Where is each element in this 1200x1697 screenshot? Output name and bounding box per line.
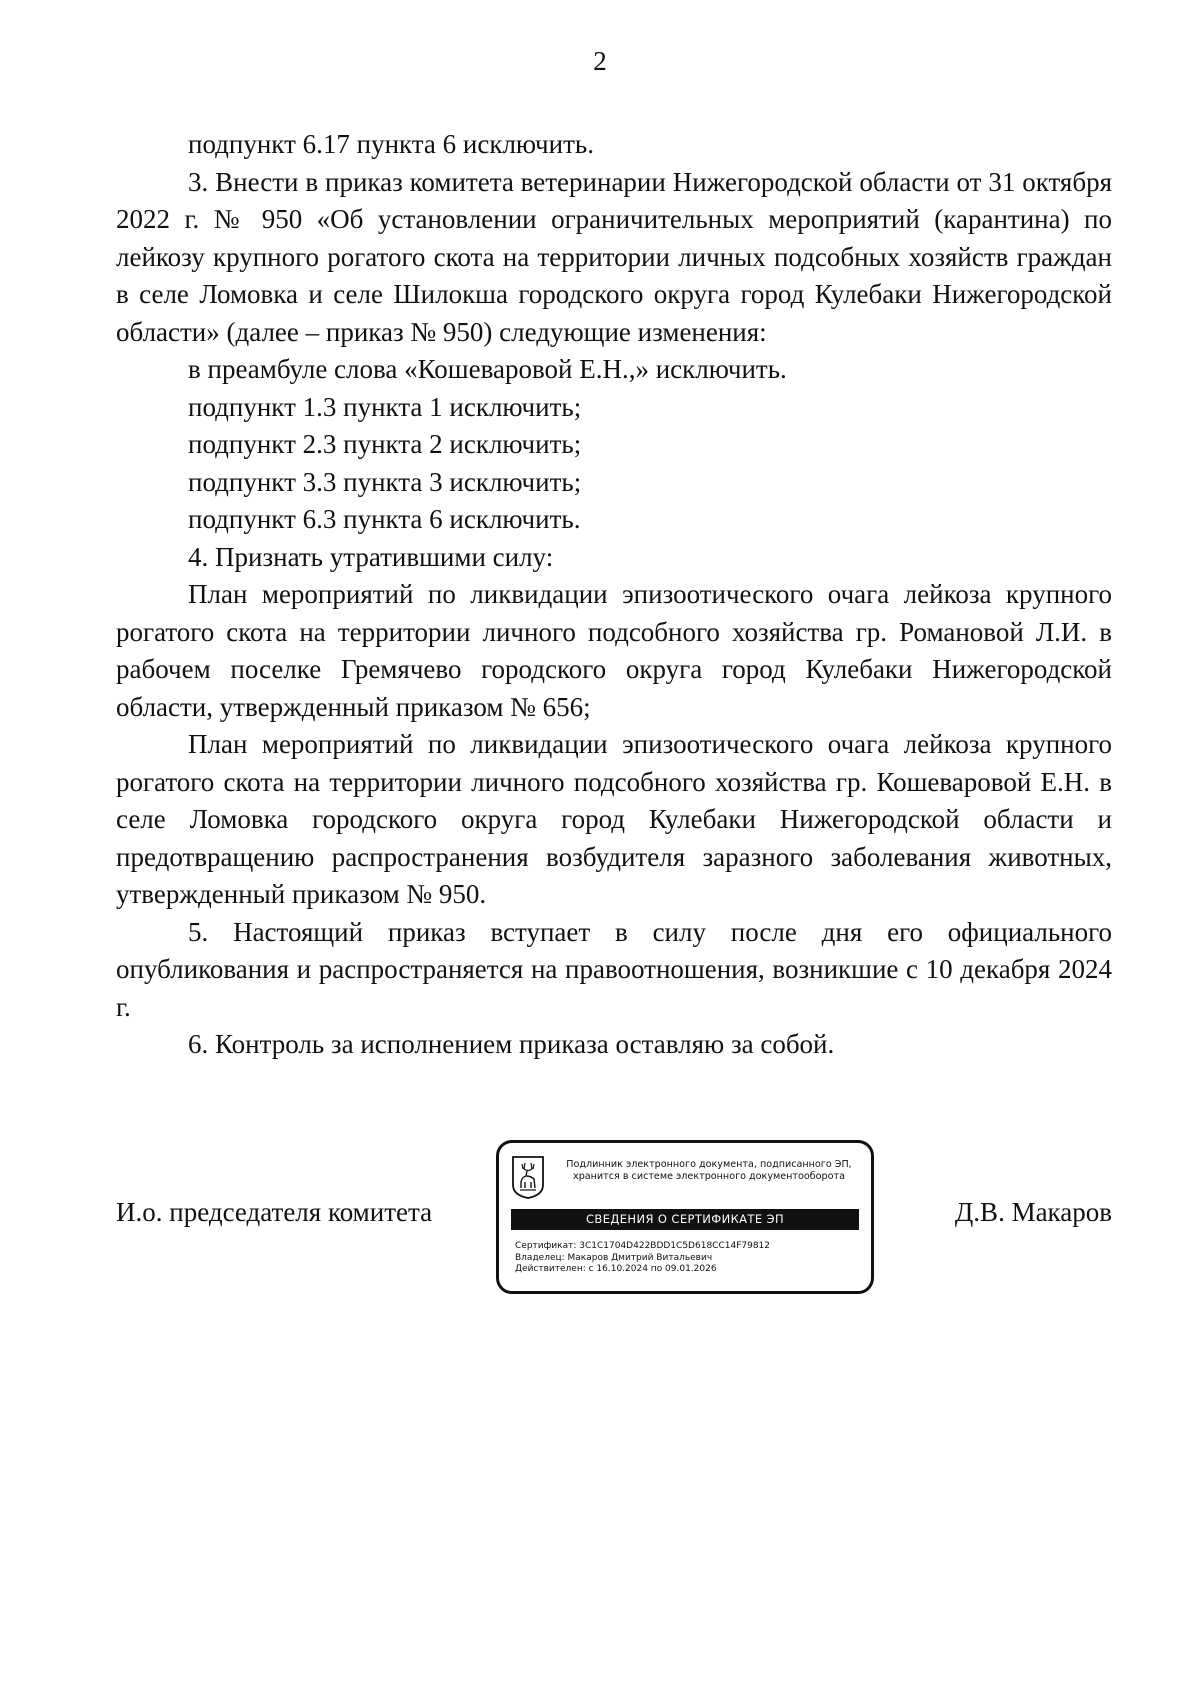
paragraph-1: подпункт 6.17 пункта 6 исключить.	[188, 129, 594, 159]
paragraph-8: 4. Признать утратившими силу:	[188, 541, 554, 572]
stamp-certificate: Сертификат: 3C1C1704D422BDD1C5D618CC14F79812	[515, 1241, 770, 1251]
paragraph-7: подпункт 6.3 пункта 6 исключить.	[188, 504, 581, 534]
stamp-owner: Владелец: Макаров Дмитрий Витальевич	[515, 1252, 713, 1263]
paragraph-4: подпункт 1.3 пункта 1 исключить;	[188, 391, 582, 422]
page-number: 2	[593, 46, 607, 76]
stamp-header-line-2: хранится в системе электронного документооборота	[573, 1171, 845, 1182]
stamp-header-line-1: Подлинник электронного документа, подписанного ЭП,	[566, 1159, 852, 1170]
paragraph-2: 3. Внести в приказ комитета ветеринарии Нижегородской области от 31 октября 2022 г. № 950 «Об установлении ограничительных мероприятий (карантина) по лейкозу крупного рогатого скота на территории личных подсобных хозяйств граждан в селе Ломовка и селе Шилокша городского округа город Кулебаки Нижегородской области» (далее – приказ № 950) следующие изменения:	[116, 166, 1112, 347]
paragraph-9: План мероприятий по ликвидации эпизоотического очага лейкоза крупного рогатого скота на территории личного подсобного хозяйства гр. Романовой Л.И. в рабочем поселке Гремячево городского округа город Кулебаки Нижегородской области, утвержденный приказом № 656;	[116, 579, 1112, 722]
paragraph-10: План мероприятий по ликвидации эпизоотического очага лейкоза крупного рогатого скота на территории личного подсобного хозяйства гр. Кошеваровой Е.Н. в селе Ломовка городского округа город Кулебаки Нижегородской области и предотвращению распространения возбудителя заразного заболевания животных, утвержденный приказом № 950.	[116, 729, 1112, 909]
signature-block	[116, 1140, 1112, 1302]
paragraph-5: подпункт 2.3 пункта 2 исключить;	[188, 429, 582, 459]
document-body	[116, 126, 1112, 1064]
signer-position: И.о. председателя комитета	[116, 1197, 433, 1227]
stamp-certificate-bar: СВЕДЕНИЯ О СЕРТИФИКАТЕ ЭП	[511, 1209, 859, 1230]
electronic-signature-stamp	[496, 1140, 874, 1294]
paragraph-3: в преамбуле слова «Кошеваровой Е.Н.,» исключить.	[188, 354, 787, 384]
signer-name: Д.В. Макаров	[954, 1197, 1112, 1227]
stamp-details	[515, 1241, 861, 1276]
paragraph-11: 5. Настоящий приказ вступает в силу после дня его официального опубликования и распространяется на правоотношения, возникшие с 10 декабря 2024 г.	[116, 916, 1112, 1022]
deer-emblem-icon	[511, 1155, 545, 1199]
paragraph-12: 6. Контроль за исполнением приказа оставляю за собой.	[188, 1029, 835, 1059]
stamp-validity: Действителен: с 16.10.2024 по 09.01.2026	[515, 1264, 717, 1274]
paragraph-6: подпункт 3.3 пункта 3 исключить;	[188, 466, 582, 497]
stamp-header	[551, 1159, 867, 1183]
